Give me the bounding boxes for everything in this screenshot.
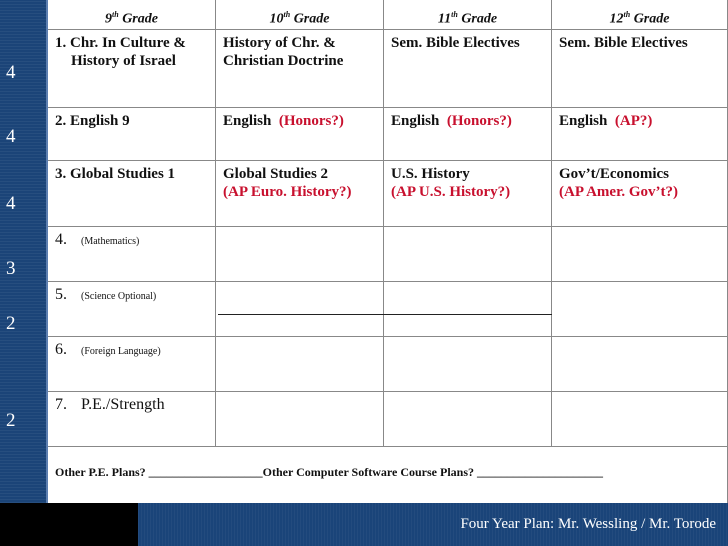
row5-grade11: [384, 282, 552, 337]
credit-row-5: 2: [6, 313, 16, 334]
row1-grade12: Sem. Bible Electives: [552, 30, 728, 108]
row2-grade10: English (Honors?): [216, 108, 384, 161]
row7-grade9: 7. P.E./Strength: [48, 392, 216, 447]
row1-grade11: Sem. Bible Electives: [384, 30, 552, 108]
row5-grade10: [216, 282, 384, 337]
row7-grade11: [384, 392, 552, 447]
row5-grade12: [552, 282, 728, 337]
row4-grade11: [384, 227, 552, 282]
header-9th-grade: 9th Grade: [48, 0, 216, 30]
footer-text: Four Year Plan: Mr. Wessling / Mr. Torode: [460, 516, 716, 532]
row6-grade11: [384, 337, 552, 392]
row5-grade9: 5. (Science Optional): [48, 282, 216, 337]
credit-row-7: 2: [6, 410, 16, 431]
row2-grade12: English (AP?): [552, 108, 728, 161]
science-underline: [218, 314, 552, 315]
row2-grade9: 2. English 9: [48, 108, 216, 161]
credit-row-1: 4: [6, 62, 16, 83]
row1-grade10: History of Chr. & Christian Doctrine: [216, 30, 384, 108]
row6-grade12: [552, 337, 728, 392]
credit-row-4: 3: [6, 258, 16, 279]
credit-row-2: 4: [6, 126, 16, 147]
row7-grade12: [552, 392, 728, 447]
row4-grade12: [552, 227, 728, 282]
row3-grade12: Gov’t/Economics (AP Amer. Gov’t?): [552, 161, 728, 227]
footer-block: [0, 503, 138, 546]
other-plans-line: Other P.E. Plans? ___________________Other Computer Software Course Plans? _____________________: [48, 447, 728, 503]
credit-row-3: 4: [6, 193, 16, 214]
row6-grade10: [216, 337, 384, 392]
row6-grade9: 6. (Foreign Language): [48, 337, 216, 392]
row3-grade9: 3. Global Studies 1: [48, 161, 216, 227]
header-10th-grade: 10th Grade: [216, 0, 384, 30]
row1-grade9: 1. Chr. In Culture & History of Israel: [48, 30, 216, 108]
row3-grade11: U.S. History (AP U.S. History?): [384, 161, 552, 227]
header-11th-grade: 11th Grade: [384, 0, 552, 30]
row4-grade9: 4. (Mathematics): [48, 227, 216, 282]
row3-grade10: Global Studies 2 (AP Euro. History?): [216, 161, 384, 227]
header-12th-grade: 12th Grade: [552, 0, 728, 30]
row7-grade10: [216, 392, 384, 447]
four-year-plan-table: [48, 0, 728, 503]
row2-grade11: English (Honors?): [384, 108, 552, 161]
footer-bar: [0, 503, 728, 546]
row4-grade10: [216, 227, 384, 282]
